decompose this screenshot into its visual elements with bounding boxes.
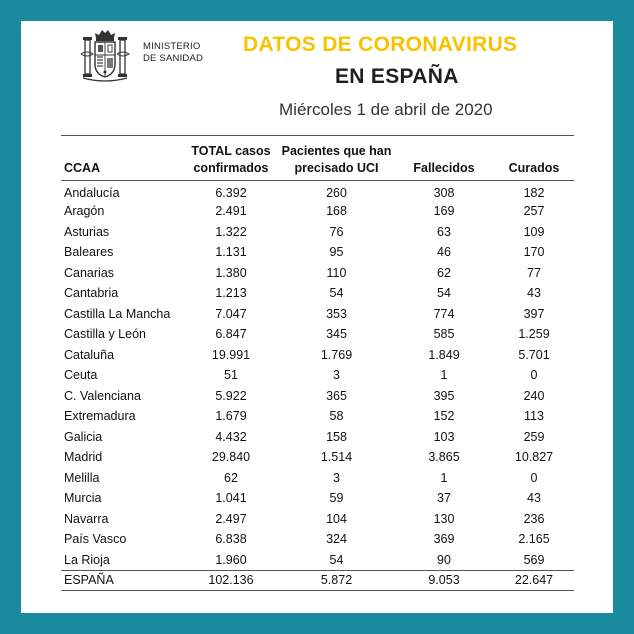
- cell-icu: 1.514: [320, 450, 353, 465]
- table-row: [61, 365, 574, 386]
- cell-total-cases: 29.840: [211, 450, 251, 465]
- table-row: [61, 324, 574, 345]
- table-row: [61, 550, 574, 571]
- cell-region: Extremadura: [64, 409, 136, 424]
- cell-region: Castilla La Mancha: [64, 306, 171, 321]
- cell-total-cases: 62: [224, 470, 238, 485]
- cell-recovered: 397: [523, 306, 545, 321]
- cell-total-cases: 51: [224, 368, 238, 383]
- cell-recovered: 2.165: [518, 532, 550, 547]
- cell-region: Cantabria: [64, 286, 119, 301]
- cell-region: Melilla: [64, 470, 100, 485]
- cell-total-cases: 7.047: [215, 306, 247, 321]
- cell-icu: 54: [329, 552, 344, 567]
- cell-deaths: 1: [440, 368, 448, 383]
- cell-icu: 3: [333, 368, 340, 383]
- cell-recovered: 5.701: [518, 347, 550, 362]
- cell-total-cases: 19.991: [211, 347, 251, 362]
- cell-icu: 104: [326, 511, 347, 526]
- cell-recovered: 113: [524, 409, 544, 424]
- table-row: [61, 386, 574, 407]
- cell-icu: 3: [333, 470, 340, 485]
- table-row: [61, 529, 574, 550]
- table-row: [61, 222, 574, 243]
- cell-deaths: 130: [433, 511, 455, 526]
- cell-region: Ceuta: [64, 368, 98, 383]
- cell-recovered: 569: [523, 552, 545, 567]
- cell-recovered: 182: [523, 185, 545, 200]
- cell-recovered: 77: [527, 265, 541, 280]
- cell-region: La Rioja: [64, 552, 110, 567]
- cell-total-cases: 5.922: [215, 388, 247, 403]
- cell-deaths: 63: [437, 224, 451, 239]
- cell-deaths: 1: [440, 470, 448, 485]
- cell-region: Murcia: [64, 491, 102, 506]
- table-row: [61, 304, 574, 325]
- cell-icu: 365: [326, 388, 347, 403]
- cell-total-cases: 6.847: [215, 327, 247, 342]
- cell-icu: 260: [326, 185, 347, 200]
- cell-region: Navarra: [64, 511, 109, 526]
- cell-deaths: 395: [433, 388, 455, 403]
- header-deaths: Fallecidos: [413, 161, 475, 175]
- cell-recovered: 257: [523, 204, 545, 219]
- table-row: [61, 181, 574, 202]
- cell-deaths: 62: [437, 265, 451, 280]
- cell-icu: 345: [326, 327, 347, 342]
- table-row: [61, 263, 574, 284]
- cell-region: Aragón: [64, 204, 105, 219]
- report-date: Miércoles 1 de abril de 2020: [279, 100, 493, 119]
- table-row: [61, 488, 574, 509]
- cell-total-cases: 1.213: [215, 286, 247, 301]
- cell-recovered: 0: [530, 368, 538, 383]
- cell-deaths: 3.865: [428, 450, 460, 465]
- cell-recovered: 10.827: [514, 450, 554, 465]
- cell-recovered: 43: [527, 286, 541, 301]
- ministry-logo-text: [143, 41, 203, 65]
- cell-total-cases: 1.960: [215, 552, 247, 567]
- header-icu: Pacientes que han precisado UCI: [281, 144, 392, 175]
- total-region: ESPAÑA: [64, 573, 114, 587]
- cell-total-cases: 1.041: [215, 491, 247, 506]
- cell-icu: 58: [329, 409, 344, 424]
- table-row: [61, 447, 574, 468]
- cell-icu: 54: [329, 286, 344, 301]
- cell-deaths: 46: [437, 245, 451, 260]
- cell-deaths: 37: [437, 491, 451, 506]
- ministry-line-1: MINISTERIO: [143, 41, 201, 52]
- covid-data-table: [61, 135, 574, 591]
- cell-deaths: 169: [433, 204, 455, 219]
- cell-recovered: 170: [523, 245, 545, 260]
- cell-total-cases: 1.679: [215, 409, 247, 424]
- cell-icu: 76: [329, 224, 344, 239]
- coat-of-arms-icon: [77, 26, 133, 84]
- cell-icu: 158: [326, 429, 347, 444]
- cell-deaths: 103: [433, 429, 455, 444]
- cell-recovered: 1.259: [518, 327, 550, 342]
- cell-deaths: 774: [433, 306, 455, 321]
- header-region: CCAA: [64, 161, 101, 175]
- table-row: [61, 242, 574, 263]
- title-line-2: EN ESPAÑA: [335, 65, 459, 88]
- cell-icu: 168: [326, 204, 347, 219]
- cell-total-cases: 1.380: [215, 265, 247, 280]
- cell-icu: 95: [329, 245, 344, 260]
- title-line-1: DATOS DE CORONAVIRUS: [243, 33, 518, 56]
- cell-region: C. Valenciana: [64, 388, 141, 403]
- cell-icu: 353: [326, 306, 347, 321]
- cell-icu: 324: [326, 532, 347, 547]
- cell-total-cases: 6.838: [215, 532, 247, 547]
- table-row: [61, 283, 574, 304]
- cell-region: Castilla y León: [64, 327, 146, 342]
- table-row: [61, 406, 574, 427]
- cell-region: Andalucía: [64, 185, 120, 200]
- cell-recovered: 43: [527, 491, 541, 506]
- cell-region: Canarias: [64, 265, 115, 280]
- cell-total-cases: 2.497: [215, 511, 247, 526]
- cell-region: Asturias: [64, 224, 110, 239]
- cell-region: Galicia: [64, 429, 103, 444]
- cell-total-cases: 2.491: [215, 204, 247, 219]
- cell-recovered: 0: [530, 470, 538, 485]
- cell-icu: 59: [329, 491, 344, 506]
- table-row: [61, 509, 574, 530]
- table-row: [61, 345, 574, 366]
- table-row: [61, 201, 574, 222]
- table-row: [61, 427, 574, 448]
- cell-total-cases: 6.392: [215, 185, 247, 200]
- total-icu: 5.872: [320, 573, 353, 587]
- cell-total-cases: 1.131: [215, 245, 247, 260]
- cell-deaths: 90: [437, 552, 451, 567]
- cell-deaths: 585: [433, 327, 455, 342]
- cell-region: Cataluña: [64, 347, 115, 362]
- cell-recovered: 236: [523, 511, 545, 526]
- ministry-line-2: DE SANIDAD: [143, 53, 204, 64]
- total-deaths: 9.053: [428, 573, 460, 587]
- cell-total-cases: 4.432: [215, 429, 247, 444]
- total-row: [61, 570, 574, 590]
- table-row: [61, 468, 574, 489]
- header-total-cases: TOTAL casos confirmados: [191, 144, 271, 175]
- cell-icu: 110: [326, 265, 347, 280]
- cell-recovered: 240: [523, 388, 545, 403]
- total-recovered: 22.647: [514, 573, 554, 587]
- header-recovered: Curados: [508, 161, 560, 175]
- cell-deaths: 54: [437, 286, 451, 301]
- cell-deaths: 369: [433, 532, 455, 547]
- cell-recovered: 259: [523, 429, 545, 444]
- table-header-row: [61, 136, 574, 181]
- cell-region: Madrid: [64, 450, 103, 465]
- cell-icu: 1.769: [320, 347, 353, 362]
- cell-deaths: 1.849: [428, 347, 460, 362]
- cell-total-cases: 1.322: [215, 224, 247, 239]
- cell-deaths: 152: [433, 409, 455, 424]
- infographic-card: [21, 21, 613, 613]
- cell-recovered: 109: [523, 224, 545, 239]
- cell-region: Baleares: [64, 245, 114, 260]
- cell-region: País Vasco: [64, 532, 127, 547]
- cell-deaths: 308: [433, 185, 455, 200]
- total-cases: 102.136: [208, 573, 254, 587]
